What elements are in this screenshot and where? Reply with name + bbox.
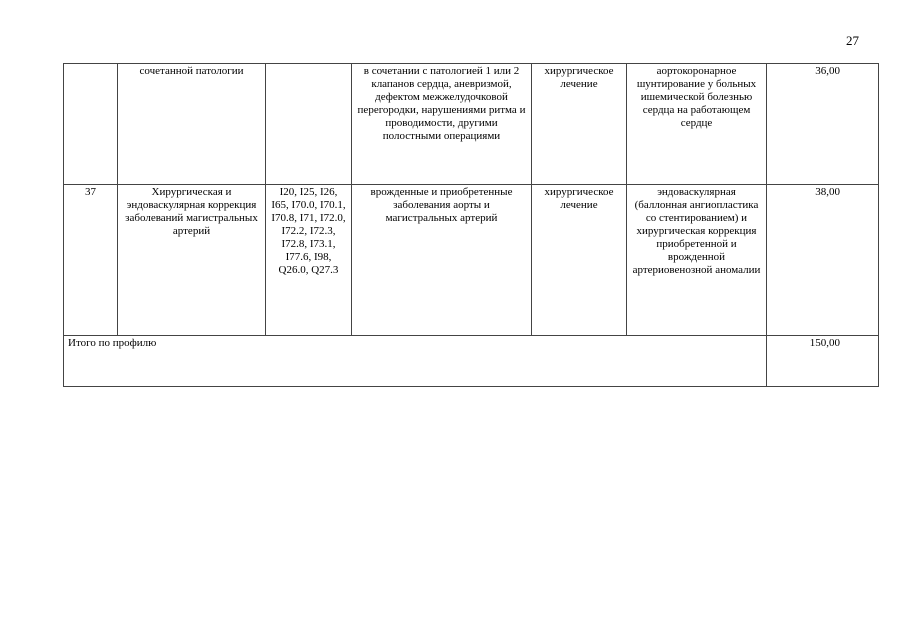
icd-codes (266, 64, 352, 185)
icd-codes: I20, I25, I26, I65, I70.0, I70.1, I70.8, I71, I72.0, I72.2, I72.3, I72.8, I73.1, I77.6, I98, Q26.0, Q27.3 (266, 185, 352, 336)
treatment-method: эндоваскулярная (баллонная ангиопластика со стентированием) и хирургическая коррекция приобретенной и врожденной артериовенозной аномалии (627, 185, 767, 336)
table-row (64, 64, 879, 185)
patient-model: в сочетании с патологией 1 или 2 клапанов сердца, аневризмой, дефектом межжелудочковой перегородки, нарушениями ритма и проводимости, другими полостными операциями (352, 64, 532, 185)
amount: 36,00 (767, 64, 879, 185)
total-label: Итого по профилю (64, 336, 767, 387)
table-row (64, 185, 879, 336)
total-amount: 150,00 (767, 336, 879, 387)
patient-model: врожденные и приобретенные заболевания аорты и магистральных артерий (352, 185, 532, 336)
row-number: 37 (64, 185, 118, 336)
total-row (64, 336, 879, 387)
amount: 38,00 (767, 185, 879, 336)
profile-name: Хирургическая и эндоваскулярная коррекция заболеваний магистральных артерий (118, 185, 266, 336)
profile-name: сочетанной патологии (118, 64, 266, 185)
profile-table (63, 63, 879, 387)
treatment-type: хирургическое лечение (532, 64, 627, 185)
page-number: 27 (846, 33, 859, 48)
treatment-method: аортокоронарное шунтирование у больных ишемической болезнью сердца на работающем сердце (627, 64, 767, 185)
treatment-type: хирургическое лечение (532, 185, 627, 336)
row-number (64, 64, 118, 185)
